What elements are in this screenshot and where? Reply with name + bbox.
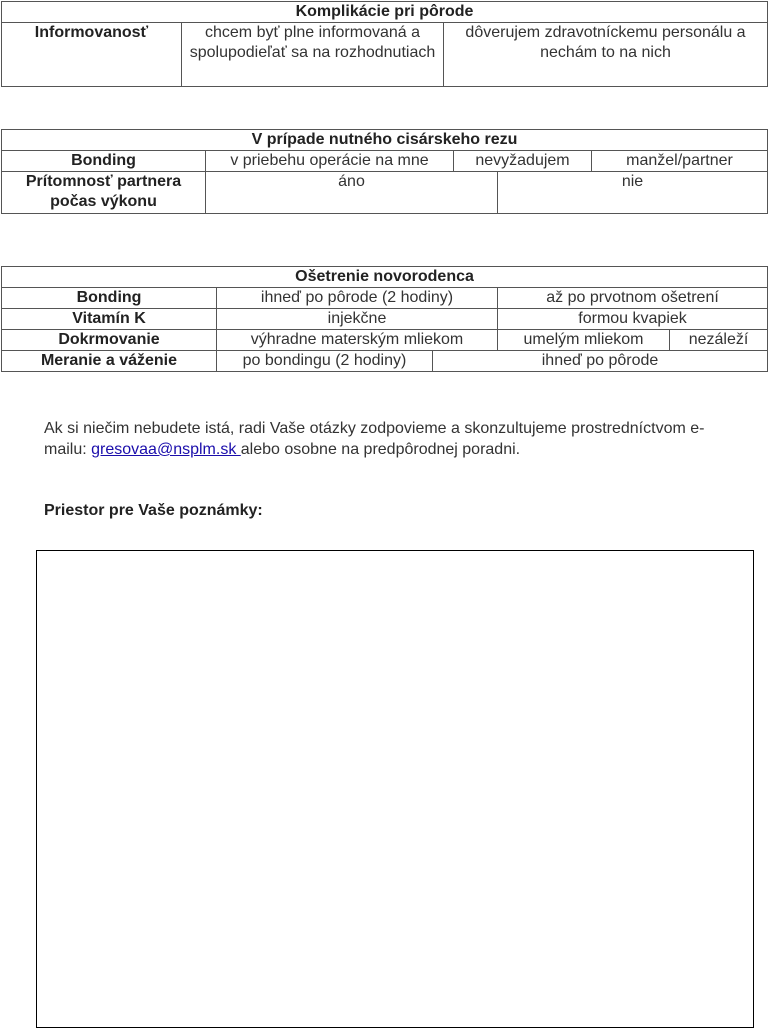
measuring-option-immediately[interactable]: ihneď po pôrode <box>433 351 768 372</box>
newborn-care-table <box>1 266 768 372</box>
partner-presence-label: Prítomnosť partnera počas výkonu <box>2 172 206 214</box>
feeding-label: Dokrmovanie <box>2 330 217 351</box>
information-option-informed[interactable]: chcem byť plne informovaná a spolupodieľať sa na rozhodnutiach <box>182 23 444 87</box>
email-link[interactable]: gresovaa@nsplm.sk <box>91 441 241 458</box>
vitamin-k-option-drops[interactable]: formou kvapiek <box>498 309 768 330</box>
complications-table <box>1 1 768 87</box>
info-paragraph <box>44 418 724 460</box>
feeding-option-breast-milk[interactable]: výhradne materským mliekom <box>217 330 498 351</box>
information-option-trust-staff[interactable]: dôverujem zdravotníckemu personálu a nechám to na nich <box>444 23 768 87</box>
info-text-before: Ak si niečim nebudete istá, radi Vaše otázky zodpovieme a skonzultujeme prostredníctvom e-mailu: <box>44 420 705 458</box>
complications-title: Komplikácie pri pôrode <box>2 2 768 23</box>
feeding-option-no-preference[interactable]: nezáleží <box>670 330 768 351</box>
measuring-option-after-bonding[interactable]: po bondingu (2 hodiny) <box>217 351 433 372</box>
vitamin-k-option-injection[interactable]: injekčne <box>217 309 498 330</box>
notes-title: Priestor pre Vaše poznámky: <box>44 502 263 519</box>
feeding-option-formula[interactable]: umelým mliekom <box>498 330 670 351</box>
vitamin-k-label: Vitamín K <box>2 309 217 330</box>
measuring-label: Meranie a váženie <box>2 351 217 372</box>
cesarean-table <box>1 129 768 214</box>
partner-presence-option-no[interactable]: nie <box>498 172 768 214</box>
notes-area[interactable] <box>36 550 754 1028</box>
cesarean-bonding-option-partner[interactable]: manžel/partner <box>592 151 768 172</box>
cesarean-bonding-option-on-me[interactable]: v priebehu operácie na mne <box>206 151 454 172</box>
information-label: Informovanosť <box>2 23 182 87</box>
newborn-care-title: Ošetrenie novorodenca <box>2 267 768 288</box>
cesarean-bonding-option-not-required[interactable]: nevyžadujem <box>454 151 592 172</box>
info-text-after: alebo osobne na predpôrodnej poradni. <box>240 441 521 458</box>
partner-presence-option-yes[interactable]: áno <box>206 172 498 214</box>
cesarean-title: V prípade nutného cisárskeho rezu <box>2 130 768 151</box>
newborn-bonding-option-after-care[interactable]: až po prvotnom ošetrení <box>498 288 768 309</box>
newborn-bonding-label: Bonding <box>2 288 217 309</box>
cesarean-bonding-label: Bonding <box>2 151 206 172</box>
newborn-bonding-option-immediately[interactable]: ihneď po pôrode (2 hodiny) <box>217 288 498 309</box>
